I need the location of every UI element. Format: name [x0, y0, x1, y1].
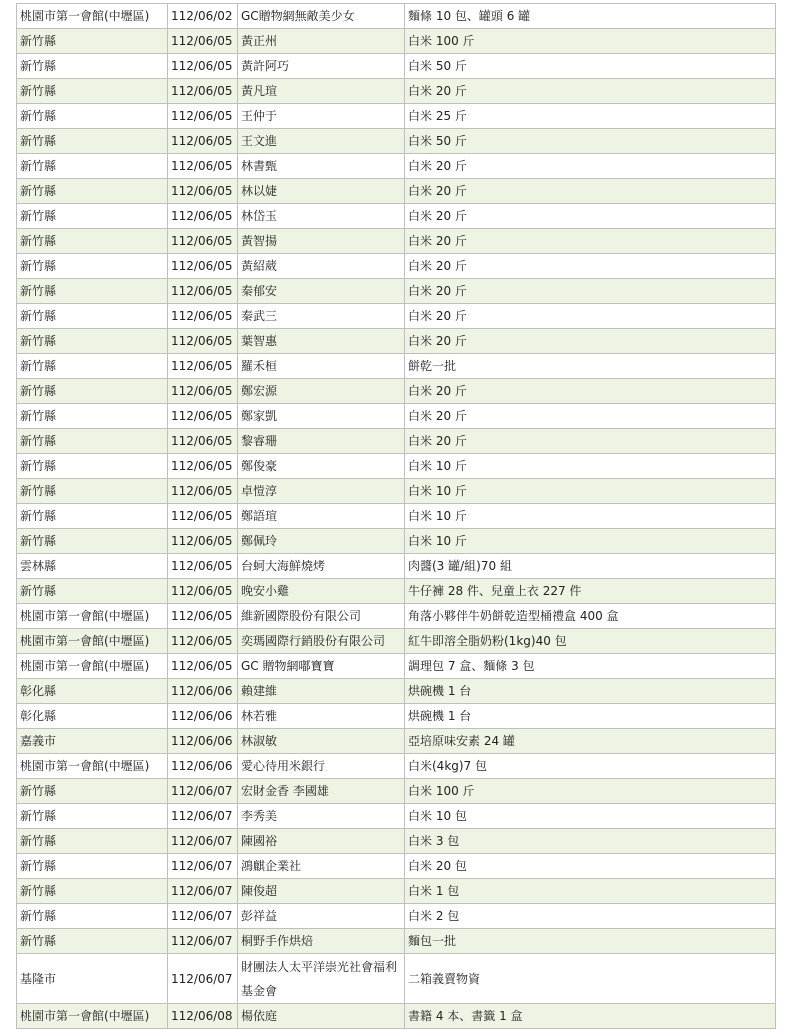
donor-cell: 奕瑪國際行銷股份有限公司: [238, 629, 405, 654]
table-row: [17, 329, 776, 354]
donor-cell: 葉智惠: [238, 329, 405, 354]
donor-cell: 晚安小雞: [238, 579, 405, 604]
date-cell: 112/06/06: [168, 729, 238, 754]
date-cell: 112/06/05: [168, 629, 238, 654]
date-cell: 112/06/02: [168, 4, 238, 29]
region-cell: 嘉義市: [17, 729, 168, 754]
date-cell: 112/06/07: [168, 904, 238, 929]
donor-cell: 黃許阿巧: [238, 54, 405, 79]
date-cell: 112/06/05: [168, 479, 238, 504]
table-row: [17, 4, 776, 29]
items-cell: 二箱義賣物資: [405, 954, 776, 1004]
date-cell: 112/06/05: [168, 354, 238, 379]
table-row: [17, 404, 776, 429]
date-cell: 112/06/05: [168, 329, 238, 354]
items-cell: 亞培原味安素 24 罐: [405, 729, 776, 754]
items-cell: 白米 1 包: [405, 879, 776, 904]
table-row: [17, 154, 776, 179]
date-cell: 112/06/07: [168, 829, 238, 854]
donor-cell: 鄭家凱: [238, 404, 405, 429]
region-cell: 新竹縣: [17, 54, 168, 79]
items-cell: 白米 20 斤: [405, 404, 776, 429]
items-cell: 白米 20 斤: [405, 379, 776, 404]
region-cell: 新竹縣: [17, 254, 168, 279]
date-cell: 112/06/05: [168, 604, 238, 629]
table-row: [17, 229, 776, 254]
table-row: [17, 679, 776, 704]
date-cell: 112/06/07: [168, 804, 238, 829]
table-row: [17, 729, 776, 754]
donor-cell: 王仲于: [238, 104, 405, 129]
region-cell: 桃園市第一會館(中壢區): [17, 604, 168, 629]
table-row: [17, 779, 776, 804]
table-row: [17, 429, 776, 454]
donor-cell: 林若雅: [238, 704, 405, 729]
items-cell: 書籍 4 本、書籤 1 盒: [405, 1004, 776, 1029]
table-row: [17, 879, 776, 904]
table-row: [17, 129, 776, 154]
donor-cell: 桐野手作烘焙: [238, 929, 405, 954]
table-row: [17, 554, 776, 579]
table-row: [17, 604, 776, 629]
region-cell: 新竹縣: [17, 229, 168, 254]
table-row: [17, 479, 776, 504]
region-cell: 新竹縣: [17, 79, 168, 104]
items-cell: 白米 50 斤: [405, 129, 776, 154]
items-cell: 牛仔褲 28 件、兒童上衣 227 件: [405, 579, 776, 604]
table-row: [17, 54, 776, 79]
region-cell: 新竹縣: [17, 204, 168, 229]
donor-cell: 陳國裕: [238, 829, 405, 854]
region-cell: 桃園市第一會館(中壢區): [17, 1004, 168, 1029]
date-cell: 112/06/05: [168, 304, 238, 329]
date-cell: 112/06/06: [168, 679, 238, 704]
items-cell: 白米 20 斤: [405, 204, 776, 229]
region-cell: 新竹縣: [17, 429, 168, 454]
donor-cell: 林書甄: [238, 154, 405, 179]
region-cell: 新竹縣: [17, 479, 168, 504]
region-cell: 新竹縣: [17, 854, 168, 879]
items-cell: 肉醬(3 罐/組)70 組: [405, 554, 776, 579]
date-cell: 112/06/07: [168, 879, 238, 904]
table-row: [17, 179, 776, 204]
donor-cell: 台蚵大海鮮燒烤: [238, 554, 405, 579]
items-cell: 白米 100 斤: [405, 29, 776, 54]
region-cell: 新竹縣: [17, 354, 168, 379]
date-cell: 112/06/05: [168, 129, 238, 154]
region-cell: 新竹縣: [17, 104, 168, 129]
items-cell: 烘碗機 1 台: [405, 679, 776, 704]
items-cell: 白米 25 斤: [405, 104, 776, 129]
region-cell: 新竹縣: [17, 29, 168, 54]
items-cell: 餅乾一批: [405, 354, 776, 379]
region-cell: 新竹縣: [17, 779, 168, 804]
region-cell: 新竹縣: [17, 504, 168, 529]
date-cell: 112/06/05: [168, 379, 238, 404]
region-cell: 桃園市第一會館(中壢區): [17, 629, 168, 654]
date-cell: 112/06/05: [168, 454, 238, 479]
items-cell: 角落小夥伴牛奶餅乾造型桶禮盒 400 盒: [405, 604, 776, 629]
donor-cell: 維新國際股份有限公司: [238, 604, 405, 629]
region-cell: 新竹縣: [17, 279, 168, 304]
donor-cell: 財團法人太平洋崇光社會福利基金會: [238, 954, 405, 1004]
donation-table-body: [17, 4, 776, 1029]
date-cell: 112/06/05: [168, 229, 238, 254]
items-cell: 白米 2 包: [405, 904, 776, 929]
donor-cell: 卓愷淳: [238, 479, 405, 504]
region-cell: 新竹縣: [17, 454, 168, 479]
date-cell: 112/06/05: [168, 204, 238, 229]
table-row: [17, 379, 776, 404]
date-cell: 112/06/06: [168, 704, 238, 729]
items-cell: 白米 20 斤: [405, 79, 776, 104]
donor-cell: 黎睿珊: [238, 429, 405, 454]
table-row: [17, 829, 776, 854]
table-row: [17, 804, 776, 829]
donor-cell: 林以婕: [238, 179, 405, 204]
items-cell: 白米 20 斤: [405, 279, 776, 304]
date-cell: 112/06/07: [168, 854, 238, 879]
donor-cell: 李秀美: [238, 804, 405, 829]
region-cell: 新竹縣: [17, 829, 168, 854]
date-cell: 112/06/05: [168, 654, 238, 679]
table-row: [17, 654, 776, 679]
donor-cell: 鴻麒企業社: [238, 854, 405, 879]
date-cell: 112/06/05: [168, 29, 238, 54]
region-cell: 新竹縣: [17, 904, 168, 929]
donor-cell: 秦郁安: [238, 279, 405, 304]
items-cell: 白米 20 斤: [405, 254, 776, 279]
region-cell: 基隆市: [17, 954, 168, 1004]
date-cell: 112/06/05: [168, 579, 238, 604]
donor-cell: 黃智揚: [238, 229, 405, 254]
table-row: [17, 704, 776, 729]
date-cell: 112/06/05: [168, 154, 238, 179]
table-row: [17, 279, 776, 304]
table-row: [17, 529, 776, 554]
date-cell: 112/06/07: [168, 779, 238, 804]
region-cell: 桃園市第一會館(中壢區): [17, 4, 168, 29]
items-cell: 白米 20 斤: [405, 179, 776, 204]
date-cell: 112/06/07: [168, 954, 238, 1004]
table-row: [17, 854, 776, 879]
donor-cell: GC贈物網無敵美少女: [238, 4, 405, 29]
items-cell: 烘碗機 1 台: [405, 704, 776, 729]
donor-cell: 鄭語瑄: [238, 504, 405, 529]
donor-cell: 黃正州: [238, 29, 405, 54]
region-cell: 新竹縣: [17, 129, 168, 154]
date-cell: 112/06/05: [168, 254, 238, 279]
region-cell: 新竹縣: [17, 404, 168, 429]
region-cell: 新竹縣: [17, 379, 168, 404]
items-cell: 白米 20 斤: [405, 154, 776, 179]
date-cell: 112/06/05: [168, 554, 238, 579]
date-cell: 112/06/05: [168, 179, 238, 204]
items-cell: 白米 20 斤: [405, 329, 776, 354]
table-row: [17, 904, 776, 929]
donation-table: [16, 3, 776, 1029]
donor-cell: 鄭佩玲: [238, 529, 405, 554]
table-row: [17, 354, 776, 379]
table-row: [17, 1004, 776, 1029]
donor-cell: 彭祥益: [238, 904, 405, 929]
table-row: [17, 579, 776, 604]
region-cell: 新竹縣: [17, 304, 168, 329]
date-cell: 112/06/07: [168, 929, 238, 954]
table-row: [17, 504, 776, 529]
items-cell: 調理包 7 盒、麵條 3 包: [405, 654, 776, 679]
region-cell: 新竹縣: [17, 154, 168, 179]
table-row: [17, 629, 776, 654]
items-cell: 白米 3 包: [405, 829, 776, 854]
region-cell: 桃園市第一會館(中壢區): [17, 654, 168, 679]
items-cell: 白米 10 斤: [405, 454, 776, 479]
donor-cell: GC 贈物網嘟寶寶: [238, 654, 405, 679]
donor-cell: 賴建維: [238, 679, 405, 704]
date-cell: 112/06/05: [168, 54, 238, 79]
date-cell: 112/06/05: [168, 79, 238, 104]
date-cell: 112/06/08: [168, 1004, 238, 1029]
donor-cell: 宏財金香 李國雄: [238, 779, 405, 804]
items-cell: 白米 10 斤: [405, 479, 776, 504]
items-cell: 白米 10 包: [405, 804, 776, 829]
region-cell: 新竹縣: [17, 579, 168, 604]
table-row: [17, 304, 776, 329]
donor-cell: 愛心待用米銀行: [238, 754, 405, 779]
region-cell: 彰化縣: [17, 679, 168, 704]
region-cell: 新竹縣: [17, 529, 168, 554]
items-cell: 白米 10 斤: [405, 529, 776, 554]
date-cell: 112/06/05: [168, 404, 238, 429]
table-row: [17, 929, 776, 954]
donor-cell: 王文進: [238, 129, 405, 154]
items-cell: 白米(4kg)7 包: [405, 754, 776, 779]
region-cell: 新竹縣: [17, 179, 168, 204]
region-cell: 彰化縣: [17, 704, 168, 729]
date-cell: 112/06/05: [168, 429, 238, 454]
items-cell: 白米 20 斤: [405, 304, 776, 329]
date-cell: 112/06/05: [168, 504, 238, 529]
date-cell: 112/06/06: [168, 754, 238, 779]
items-cell: 白米 100 斤: [405, 779, 776, 804]
donor-cell: 楊依庭: [238, 1004, 405, 1029]
donor-cell: 陳俊超: [238, 879, 405, 904]
date-cell: 112/06/05: [168, 529, 238, 554]
table-row: [17, 104, 776, 129]
region-cell: 新竹縣: [17, 804, 168, 829]
table-row: [17, 454, 776, 479]
items-cell: 白米 20 斤: [405, 229, 776, 254]
items-cell: 麵包一批: [405, 929, 776, 954]
donor-cell: 林淑敏: [238, 729, 405, 754]
items-cell: 紅牛即溶全脂奶粉(1kg)40 包: [405, 629, 776, 654]
date-cell: 112/06/05: [168, 279, 238, 304]
donor-cell: 秦武三: [238, 304, 405, 329]
table-row: [17, 754, 776, 779]
items-cell: 白米 20 包: [405, 854, 776, 879]
donor-cell: 黃凡瑄: [238, 79, 405, 104]
region-cell: 雲林縣: [17, 554, 168, 579]
donor-cell: 鄭俊豪: [238, 454, 405, 479]
region-cell: 桃園市第一會館(中壢區): [17, 754, 168, 779]
items-cell: 白米 50 斤: [405, 54, 776, 79]
items-cell: 白米 20 斤: [405, 429, 776, 454]
donor-cell: 羅禾桓: [238, 354, 405, 379]
table-row: [17, 954, 776, 1004]
donor-cell: 鄭宏源: [238, 379, 405, 404]
donor-cell: 林岱玉: [238, 204, 405, 229]
donor-cell: 黃紹葳: [238, 254, 405, 279]
table-row: [17, 204, 776, 229]
region-cell: 新竹縣: [17, 879, 168, 904]
items-cell: 麵條 10 包、罐頭 6 罐: [405, 4, 776, 29]
table-row: [17, 254, 776, 279]
table-row: [17, 79, 776, 104]
table-row: [17, 29, 776, 54]
date-cell: 112/06/05: [168, 104, 238, 129]
region-cell: 新竹縣: [17, 329, 168, 354]
items-cell: 白米 10 斤: [405, 504, 776, 529]
region-cell: 新竹縣: [17, 929, 168, 954]
